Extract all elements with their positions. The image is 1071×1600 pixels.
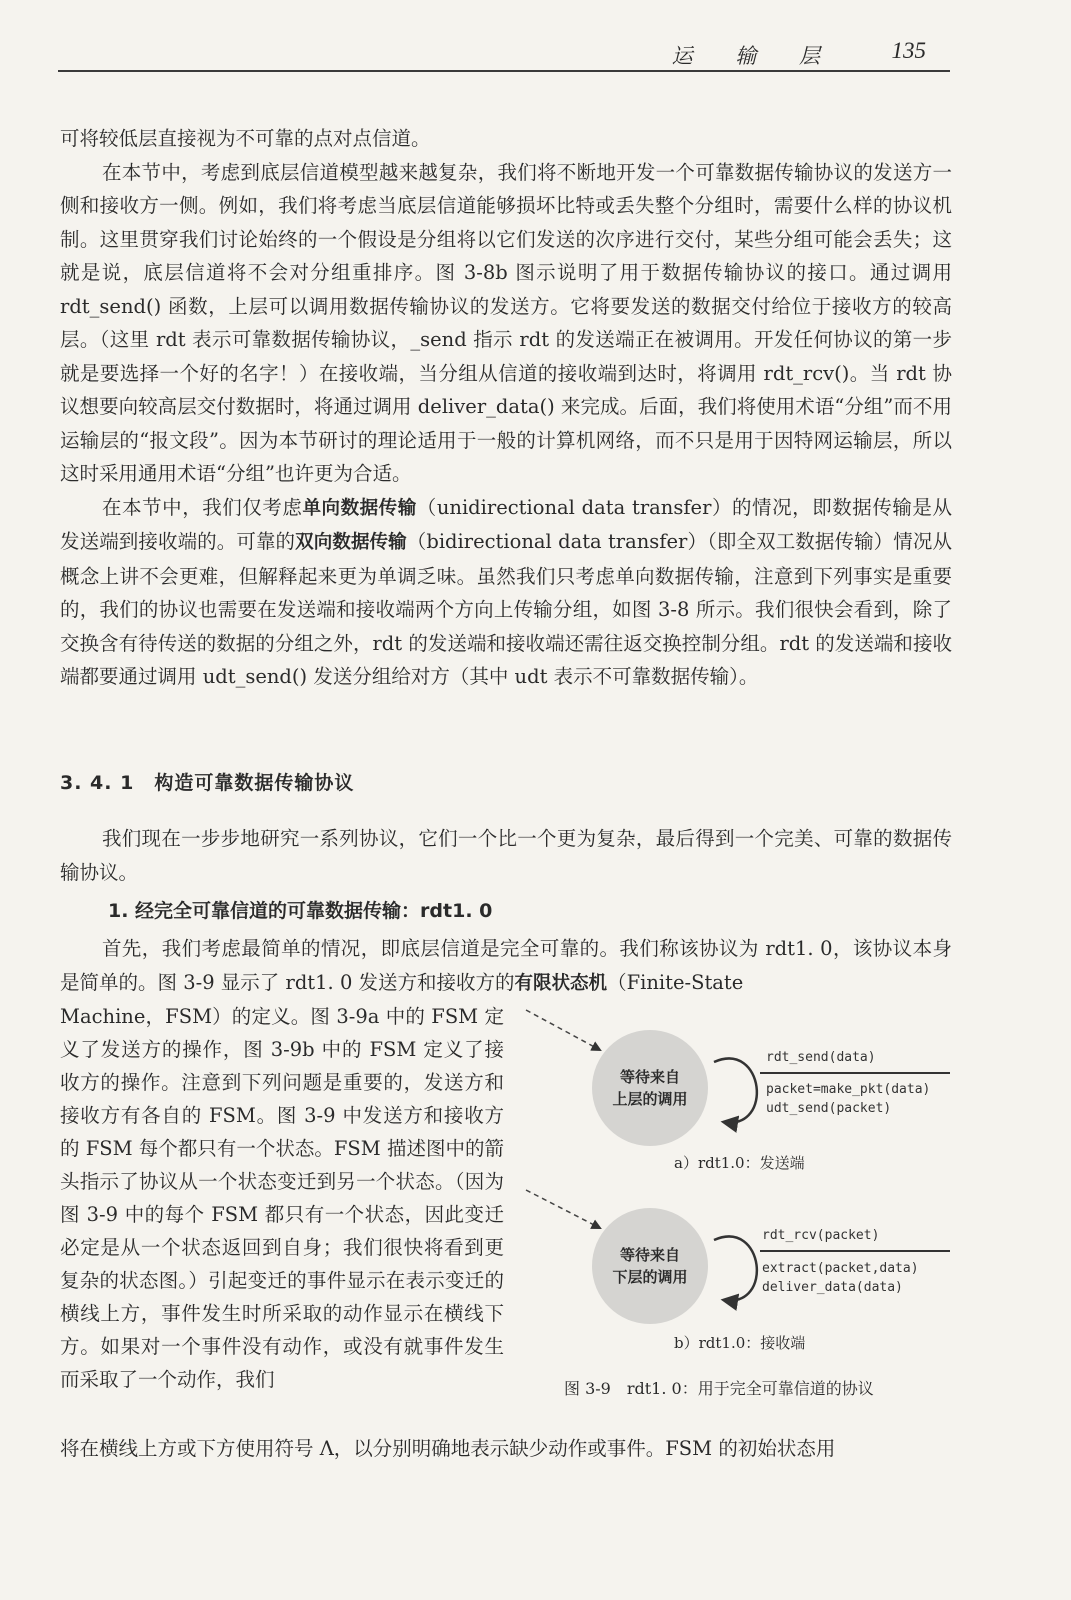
sender-transition-rule — [760, 1072, 950, 1074]
receiver-state — [592, 1208, 708, 1324]
sender-action-2: udt_send(packet) — [766, 1101, 892, 1116]
bottom-line: 将在横线上方或下方使用符号 Λ，以分别明确地表示缺少动作或事件。FSM 的初始状态用 — [60, 1437, 836, 1460]
receiver-self-loop — [714, 1237, 757, 1301]
p4-text-c: （Finite-State — [607, 970, 744, 994]
running-header — [60, 40, 948, 70]
paragraph-3: 我们现在一步步地研究一系列协议，它们一个比一个更为复杂，最后得到一个完美、可靠的数据传输协议。 — [60, 827, 952, 884]
paragraph-3-wrap — [60, 822, 952, 889]
body-text-top — [60, 122, 952, 694]
sender-initial-arrow — [526, 1010, 600, 1050]
chapter-title: 运 输 层 — [671, 44, 838, 68]
p4-text-a: 首先，我们考虑最简单的情况，即底层信道是完全可靠的。我们称该协议为 rdt1. 0，该协议本身是简单的。图 3-9 显示了 rdt1. 0 发送方和接收方的 — [60, 937, 952, 994]
receiver-caption: b）rdt1.0：接收端 — [674, 1334, 806, 1352]
sender-action-1: packet=make_pkt(data) — [766, 1082, 931, 1097]
paragraph-4 — [60, 932, 952, 1000]
receiver-transition-rule — [760, 1250, 950, 1252]
figure-caption: 图 3-9 rdt1. 0：用于完全可靠信道的协议 — [564, 1379, 874, 1398]
sender-state-line1: 等待来自 — [619, 1068, 680, 1086]
sender-state — [592, 1030, 708, 1146]
sender-state-line2: 上层的调用 — [612, 1090, 688, 1108]
sender-event: rdt_send(data) — [766, 1050, 876, 1065]
sender-self-loop — [714, 1059, 757, 1123]
header-rule — [58, 70, 950, 72]
p2-text-c: （unidirectional data transfer）的情况，即数据传输是从发送端到接收端的。可靠的 — [60, 495, 952, 553]
paragraph-0: 可将较低层直接视为不可靠的点对点信道。 — [60, 127, 431, 150]
sender-caption: a）rdt1.0：发送端 — [674, 1154, 805, 1172]
receiver-action-1: extract(packet,data) — [762, 1261, 919, 1276]
paragraph-1: 在本节中，考虑到底层信道模型越来越复杂，我们将不断地开发一个可靠数据传输协议的发送方一侧和接收方一侧。例如，我们将考虑当底层信道能够损坏比特或丢失整个分组时，需要什么样的协议机制。这里贯穿我们讨论始终的一个假设是分组将以它们发送的次序进行交付，某些分组可能会丢失；这就是说，底层信道将不会对分组重排序。图 3-8b 图示说明了用于数据传输协议的接口。通过调用 rdt_send() 函数，上层可以调用数据传输协议的发送方。它将要发送的数据交付给位于接收方的较高层。（这里 rdt 表示可靠数据传输协议，_send 指示 rdt 的发送端正在被调用。开发任何协议的第一步就是要选择一个好的名字！）在接收端，当分组从信道的接收端到达时，将调用 rdt_rcv()。当 rdt 协议想要向较高层交付数据时，将通过调用 deliver_data() 来完成。后面，我们将使用术语“分组”而不用运输层的“报文段”。因为本节研讨的理论适用于一般的计算机网络，而不只是用于因特网运输层，所以这时采用通用术语“分组”也许更为合适。 — [60, 160, 952, 485]
receiver-event: rdt_rcv(packet) — [762, 1228, 880, 1243]
receiver-action-2: deliver_data(data) — [762, 1280, 903, 1295]
paragraph-4-wrap — [60, 932, 952, 1000]
term-unidirectional: 单向数据传输 — [302, 497, 417, 519]
figure-3-9 — [514, 1000, 964, 1410]
receiver-state-line1: 等待来自 — [619, 1246, 680, 1264]
term-fsm: 有限状态机 — [514, 972, 608, 994]
term-bidirectional: 双向数据传输 — [295, 532, 407, 553]
subsection-heading: 1. 经完全可靠信道的可靠数据传输：rdt1. 0 — [108, 900, 493, 922]
page-number: 135 — [891, 38, 926, 63]
receiver-state-line2: 下层的调用 — [612, 1268, 688, 1286]
receiver-initial-arrow — [526, 1190, 600, 1228]
left-column-text: Machine，FSM）的定义。图 3-9a 中的 FSM 定义了发送方的操作，图 3-9b 中的 FSM 定义了接收方的操作。注意到下列问题是重要的，发送方和接收方有各自的 FSM。图 3-9 中发送方和接收方的 FSM 每个都只有一个状态。FSM 描述图中的箭头指示了协议从一个状态变迁到另一个状态。（因为图 3-9 中的每个 FSM 都只有一个状态，因此变迁必定是从一个状态返回到自身；我们很快将看到更复杂的状态图。）引起变迁的事件显示在表示变迁的横线上方，事件发生时所采取的动作显示在横线下方。如果对一个事件没有动作，或没有就事件发生而采取了一个动作，我们 — [60, 1005, 504, 1391]
p2-text-d: （bidirectional data transfer）（即全双工数据传输）情况从概念上讲不会更难，但解释起来更为单调乏味。虽然我们只考虑单向数据传输，注意到下列事实是重要的，我们的协议也需要在发送端和接收端两个方向上传输分组，如图 3-8 所示。我们很快会看到，除了交换含有待传送的数据的分组之外，rdt 的发送端和接收端还需往返交换控制分组。rdt 的发送端和接收端都要通过调用 udt_send() 发送分组给对方（其中 udt 表示不可靠数据传输）。 — [60, 530, 952, 688]
paragraph-2 — [60, 491, 952, 694]
section-heading: 3. 4. 1 构造可靠数据传输协议 — [60, 772, 355, 794]
p2-text-a: 在本节中，我们仅考虑 — [102, 495, 303, 519]
